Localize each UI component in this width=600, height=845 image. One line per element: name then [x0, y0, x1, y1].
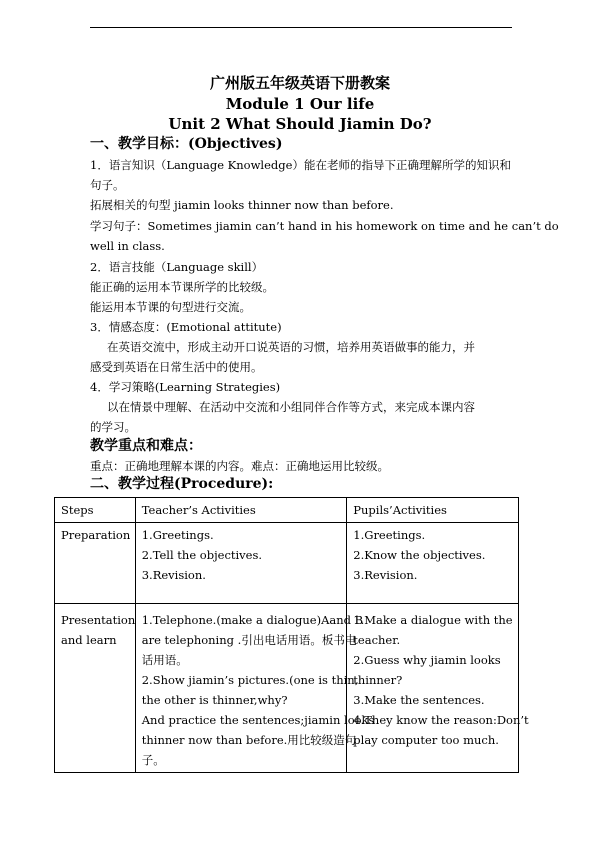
- knowledge-line-1: 1．语言知识（Language Knowledge）能在老师的指导下正确理解所学的知识和: [90, 158, 511, 172]
- procedure-table: [54, 497, 529, 773]
- pupils-item: 3.Revision.: [353, 568, 418, 582]
- attitude-line-1: 在英语交流中，形成主动开口说英语的习惯，培养用英语做事的能力，并: [107, 340, 475, 354]
- unit-title: Unit 2 What Should Jiamin Do?: [168, 115, 432, 133]
- pupils-cell: [347, 523, 519, 604]
- header-pupils: Pupils’Activities: [347, 498, 519, 523]
- step-cell: [55, 604, 136, 773]
- pupils-item: 1.Make a dialogue with the: [353, 613, 513, 627]
- table-row: [55, 604, 519, 773]
- objectives-heading: 一、教学目标：(Objectives): [90, 136, 283, 152]
- teacher-item: And practice the sentences;jiamin looks: [141, 713, 375, 727]
- teacher-item: 子。: [141, 753, 165, 767]
- step-label: Preparation: [61, 528, 131, 542]
- pupils-item: thinner?: [353, 673, 403, 687]
- pupils-item: 3.Make the sentences.: [353, 693, 485, 707]
- pupils-item: teacher.: [353, 633, 401, 647]
- pupils-item: 4.They know the reason:Don’t: [353, 713, 529, 727]
- document-title: 广州版五年级英语下册教案: [209, 74, 390, 92]
- teacher-item: 2.Tell the objectives.: [141, 548, 263, 562]
- strategy-line-1: 以在情景中理解、在活动中交流和小组同伴合作等方式，来完成本课内容: [107, 400, 475, 414]
- teacher-item: 1.Telephone.(make a dialogue)Aand B: [141, 613, 364, 627]
- teacher-item: 2.Show jiamin’s pictures.(one is thin,: [141, 673, 359, 687]
- attitude-line-2: 感受到英语在日常生活中的使用。: [90, 360, 263, 374]
- strategy-line-2: 的学习。: [90, 420, 136, 434]
- pupils-item: play computer too much.: [353, 733, 499, 747]
- teacher-cell: [135, 523, 347, 604]
- pupils-item: 1.Greetings.: [353, 528, 426, 542]
- teacher-cell: [135, 604, 375, 773]
- key-points-heading: 教学重点和难点：: [90, 438, 202, 454]
- teacher-item: the other is thinner,why?: [141, 693, 288, 707]
- teacher-item: 话用语。: [141, 653, 188, 667]
- procedure-heading: 二、教学过程(Procedure):: [90, 476, 274, 492]
- step-label: Presentation: [61, 613, 136, 627]
- pupils-item: 2.Know the objectives.: [353, 548, 486, 562]
- teacher-item: are telephoning .引出电话用语。板书电: [141, 633, 357, 647]
- step-cell: [55, 523, 136, 604]
- sentence-pattern: 拓展相关的句型 jiamin looks thinner now than before.: [90, 198, 394, 212]
- strategy-title: 4．学习策略(Learning Strategies): [90, 380, 281, 394]
- skill-line-1: 能正确的运用本节课所学的比较级。: [90, 280, 274, 294]
- study-sentence-line-1: 学习句子：Sometimes jiamin can’t hand in his homework on time and he can’t do: [90, 219, 559, 233]
- teacher-item: 1.Greetings.: [141, 528, 214, 542]
- pupils-cell: [347, 604, 529, 773]
- skill-line-2: 能运用本节课的句型进行交流。: [90, 300, 251, 314]
- teacher-item: thinner now than before.用比较级造句: [141, 733, 357, 747]
- header-steps: Steps: [55, 498, 136, 523]
- key-points-content: 重点：正确地理解本课的内容。难点：正确地运用比较级。: [90, 459, 389, 473]
- attitude-title: 3．情感态度：(Emotional attitute): [90, 320, 282, 334]
- skill-title: 2．语言技能（Language skill）: [90, 260, 264, 274]
- study-sentence-line-2: well in class.: [90, 239, 165, 253]
- header-teacher: Teacher’s Activities: [135, 498, 347, 523]
- teacher-item: 3.Revision.: [141, 568, 206, 582]
- table-header-row: [55, 498, 519, 523]
- knowledge-line-2: 句子。: [90, 178, 125, 192]
- table-row: [55, 523, 519, 604]
- top-rule: [90, 27, 512, 28]
- step-label: and learn: [61, 633, 117, 647]
- module-title: Module 1 Our life: [225, 95, 375, 113]
- pupils-item: 2.Guess why jiamin looks: [353, 653, 501, 667]
